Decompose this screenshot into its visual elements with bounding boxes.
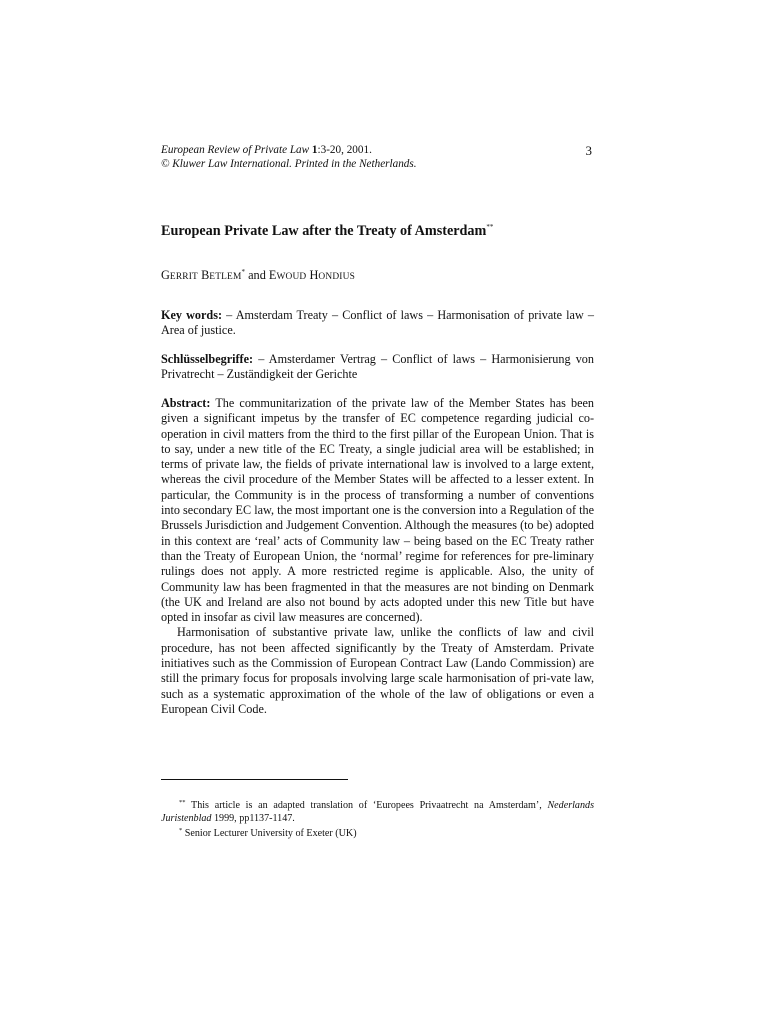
author1-first-rest: ERRIT <box>169 272 198 282</box>
author1-last-initial: B <box>201 268 210 282</box>
keywords-label: Key words: <box>161 308 223 322</box>
author1-last-rest: ETLEM <box>209 272 242 282</box>
schluesselbegriffe-text: – Amsterdamer Vertrag – Conflict of laws – Harmonisierung von Privatrecht – Zuständigkeit der Gerichte <box>161 352 594 382</box>
schluesselbegriffe-label: Schlüsselbegriffe: <box>161 352 254 366</box>
author-conjunction: and <box>245 268 269 282</box>
author2-last-initial: H <box>309 268 319 282</box>
citation-line <box>161 144 594 158</box>
footnote-2 <box>161 825 594 841</box>
author2-first-rest: WOUD <box>276 272 307 282</box>
article-title <box>161 219 594 240</box>
title-footnote-mark: ** <box>486 223 494 231</box>
footnote-1-text-a: This article is an adapted translation of ‘Europees Privaatrecht na Amsterdam’, <box>185 800 548 811</box>
page-number: 3 <box>585 143 592 158</box>
footnote-2-mark: * <box>179 827 183 835</box>
journal-name: European Review of Private Law <box>161 144 310 156</box>
keywords-text: – Amsterdam Treaty – Conflict of laws – Harmonisation of private law – Area of justice. <box>161 308 595 338</box>
keywords-section <box>161 308 594 339</box>
running-head <box>161 144 594 171</box>
author1-footnote-mark: * <box>241 268 246 276</box>
abstract-paragraph-1 <box>161 396 594 625</box>
footnote-1-text-b: 1999, pp1137-1147. <box>211 812 295 824</box>
footnote-divider <box>161 779 348 780</box>
author2-last-rest: ONDIUS <box>318 272 355 282</box>
footnote-1-mark: ** <box>179 799 186 806</box>
journal-page <box>161 0 594 1024</box>
footnote-2-text: Senior Lecturer University of Exeter (UK) <box>182 828 357 840</box>
footnote-1-journal: Nederlands Juristenblad <box>161 800 594 824</box>
abstract-label: Abstract: <box>161 396 211 410</box>
title-text: European Private Law after the Treaty of Amsterdam <box>161 223 487 239</box>
abstract-paragraph-2: Harmonisation of substantive private law, unlike the conflicts of law and civil procedure, has not been affected significantly by the Treaty of Amsterdam. Private initiatives such as the Commission of European Contract Law (Lando Commission) are still the primary focus for proposals involving large scale harmonisation of pri-vate law, such as a systematic approximation of the whole of the law of obligations or even a European Civil Code. <box>161 625 594 716</box>
author-line <box>161 265 355 284</box>
author1-initial: G <box>161 268 170 282</box>
copyright-line: © Kluwer Law International. Printed in the Netherlands. <box>161 157 417 170</box>
pages-year: :3-20, 2001. <box>317 144 372 156</box>
footnote-1 <box>161 797 594 825</box>
footnotes <box>161 797 594 841</box>
schluesselbegriffe-section <box>161 352 594 383</box>
author2-initial: E <box>268 268 277 282</box>
abstract-section <box>161 396 594 717</box>
abstract-text-1: The communitarization of the private law of the Member States has been given a significant impetus by the transfer of EC competence regarding judicial co-operation in civil matters from the third to the first pillar of the European Union. That is to say, under a new title of the EC Treaty, a single judicial area will be established; in terms of private law, the fields of private international law is involved to a large extent, whereas the civil procedure of the Member States will be affected to a lesser extent. In particular, the Community is in the process of transforming a number of conventions into secondary EC law, the most important one is the conversion into a Regulation of the Brussels Jurisdiction and Judgement Convention. Although the measures (to be) adopted in this context are ‘real’ acts of Community law – being based on the EC Treaty rather than the Treaty of European Union, the ‘normal’ regime for references for pre-liminary rulings does not apply. A more restricted regime is applicable. Also, the unity of Community law has been fragmented in that the measures are not binding on Denmark (the UK and Ireland are also not bound by acts adopted under this new Title but have opted in insofar as civil law measures are concerned). <box>161 396 594 625</box>
volume-number: 1 <box>311 144 318 156</box>
